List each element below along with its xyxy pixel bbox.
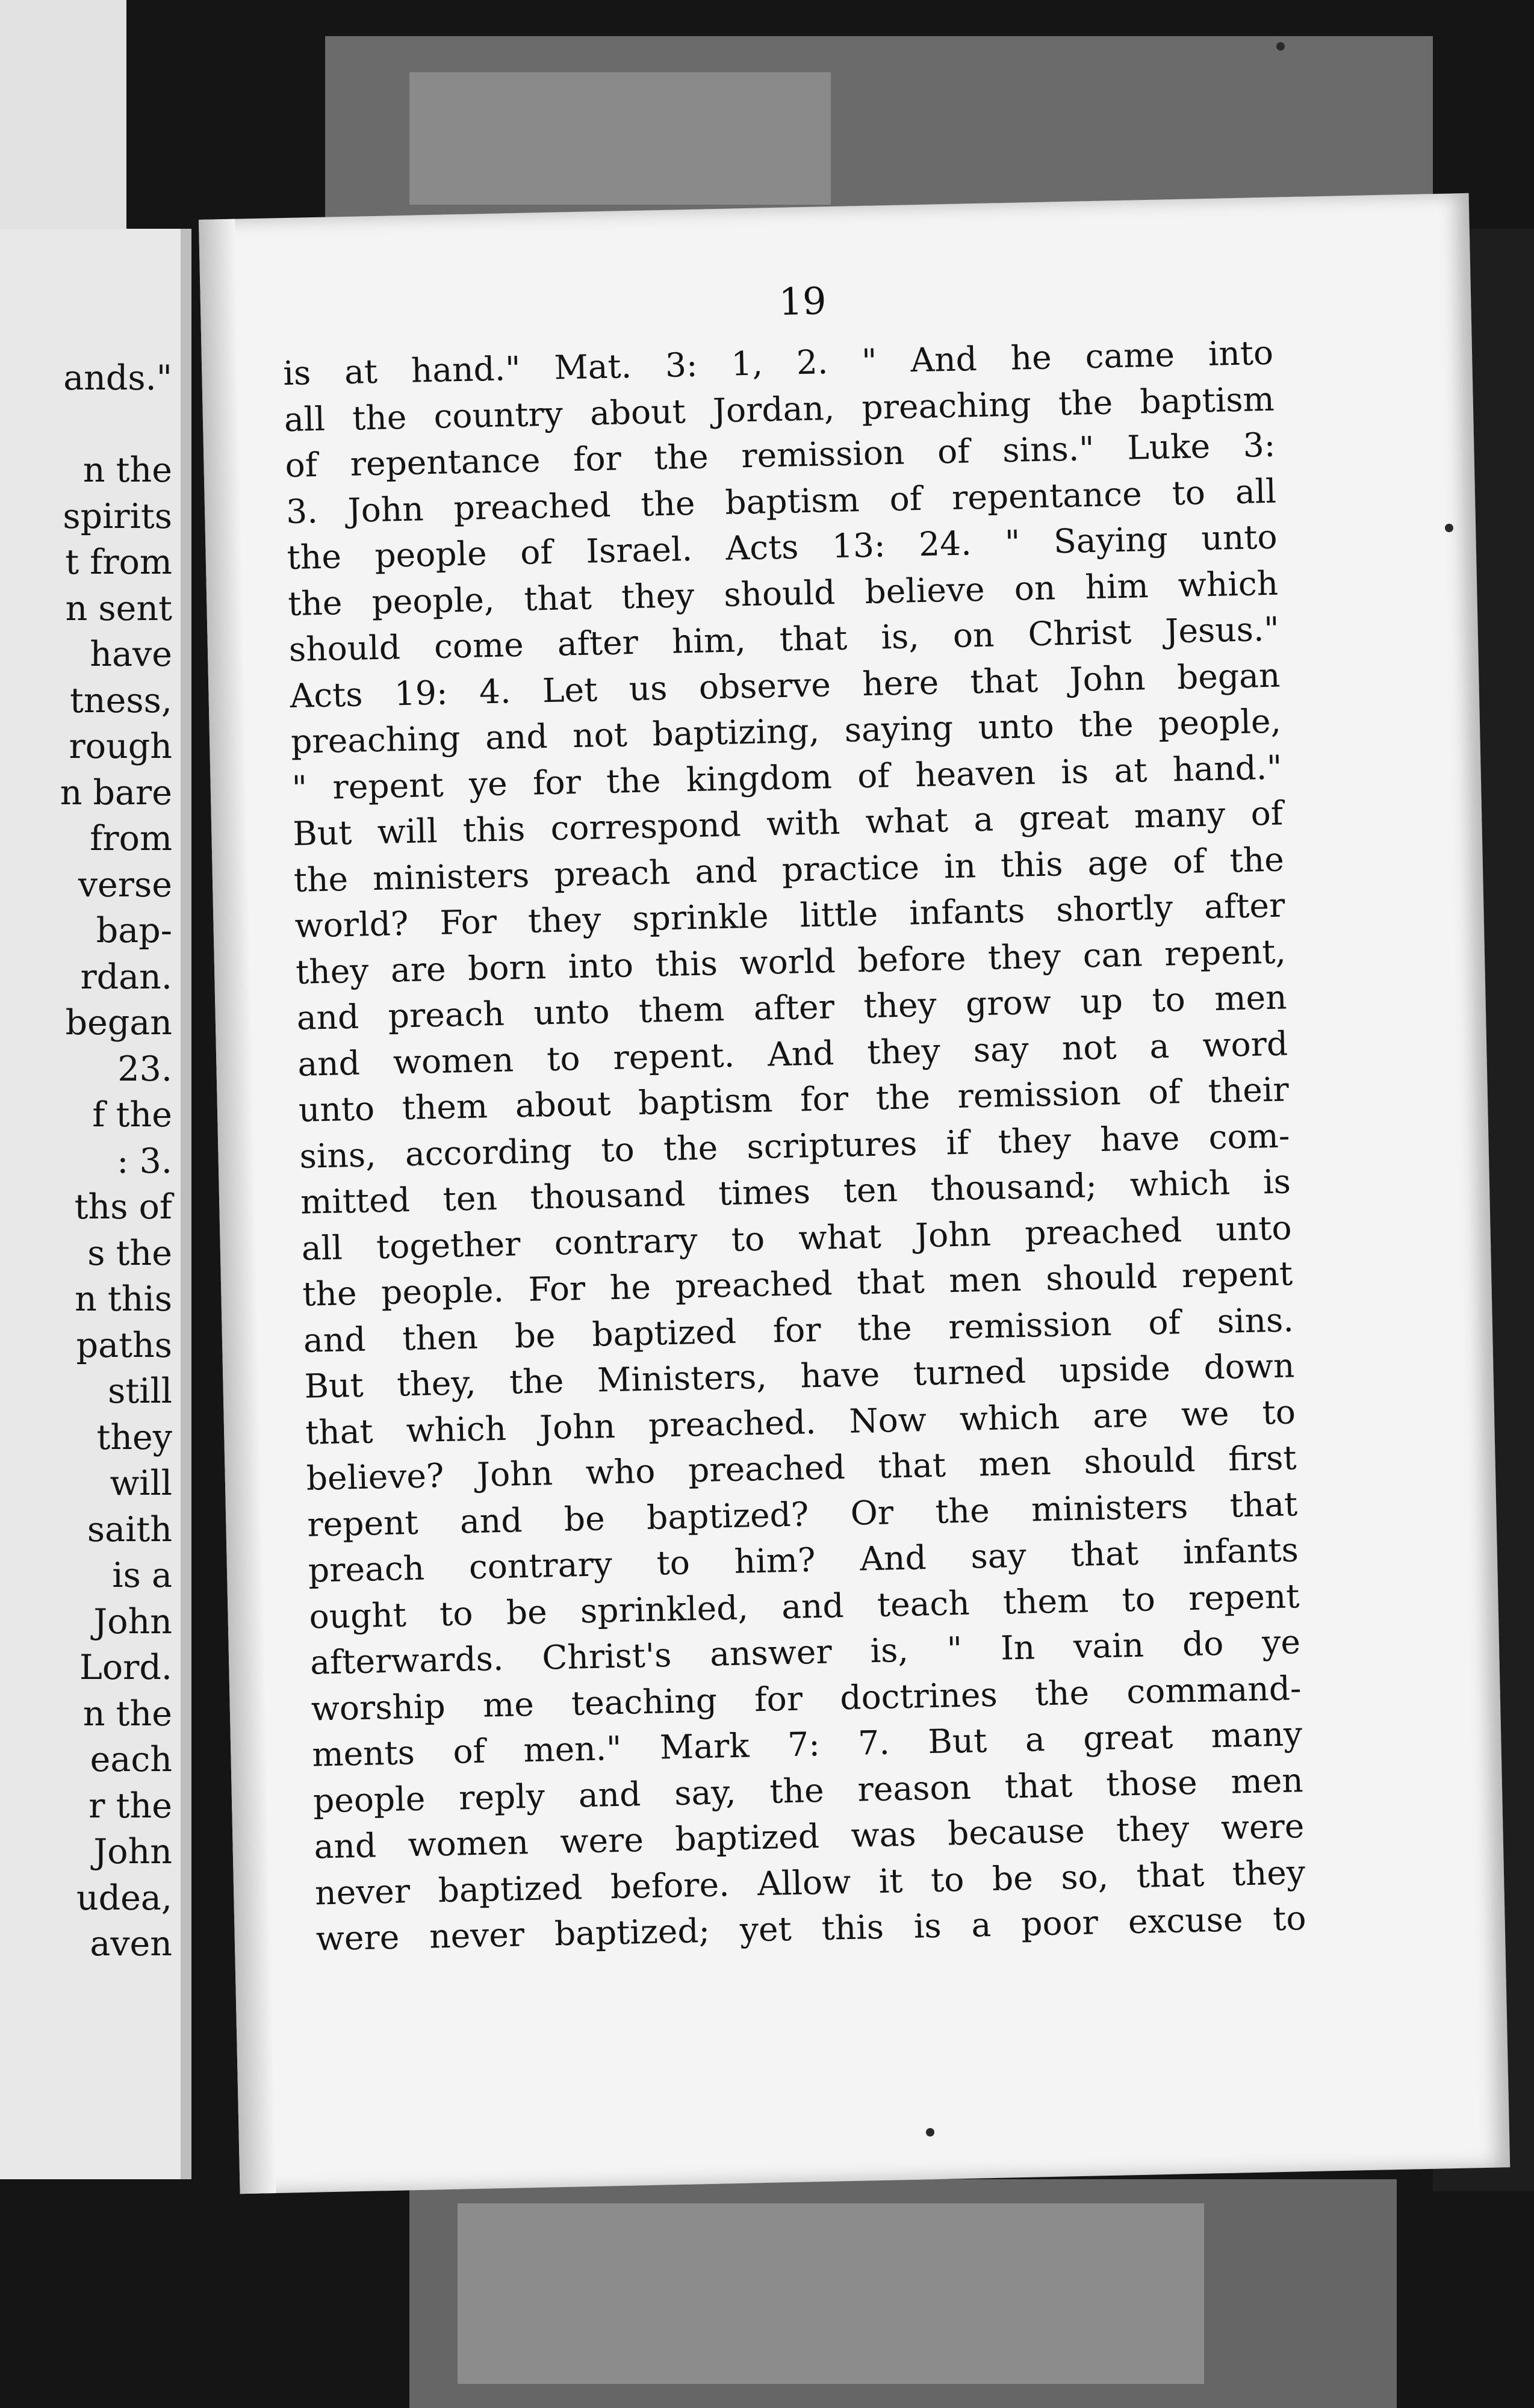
left-page-line: bap- xyxy=(96,911,172,951)
left-page xyxy=(0,229,191,2179)
left-page-line: rdan. xyxy=(80,957,172,997)
text-line: is at hand." Mat. 3: 1, 2. " And he came into xyxy=(282,333,1274,393)
left-page-line: n the xyxy=(82,1693,172,1734)
left-page-top-edge xyxy=(0,0,126,229)
dust-speck xyxy=(926,2128,934,2136)
backdrop-bottom-light xyxy=(458,2203,1204,2384)
text-line: the people. For he preached that men should repent xyxy=(302,1254,1293,1314)
text-line: of repentance for the remission of sins." Luke 3: xyxy=(284,425,1276,485)
left-page-line: n sent xyxy=(65,588,172,628)
text-line: and preach unto them after they grow up to men xyxy=(296,978,1288,1037)
text-line: world? For they sprinkle little infants shortly after xyxy=(294,886,1285,945)
text-line: ought to be sprinkled, and teach them to repent xyxy=(308,1576,1300,1636)
text-line: the ministers preach and practice in this age of the xyxy=(293,839,1285,899)
backdrop-top-light xyxy=(409,72,831,205)
text-line: 3. John preached the baptism of repentance to all xyxy=(285,471,1277,531)
left-page-line: each xyxy=(90,1740,172,1780)
left-page-line: saith xyxy=(87,1509,172,1550)
text-line: all together contrary to what John preached unto xyxy=(301,1208,1293,1268)
left-page-line: still xyxy=(108,1371,172,1411)
text-line: and women were baptized was because they were xyxy=(313,1807,1305,1866)
left-page-line: r the xyxy=(88,1786,172,1826)
text-line: all the country about Jordan, preaching the baptism xyxy=(284,379,1275,439)
text-line: and then be baptized for the remission of sins. xyxy=(303,1300,1294,1360)
left-page-line: tness, xyxy=(70,680,172,721)
text-line: people reply and say, the reason that those men xyxy=(312,1760,1304,1820)
page-number: 19 xyxy=(778,279,827,324)
left-page-line: they xyxy=(96,1417,172,1457)
left-page-line: t from xyxy=(65,542,172,582)
left-page-line: from xyxy=(90,819,172,858)
text-line: believe? John who preached that men should first xyxy=(306,1438,1297,1498)
page-body-text xyxy=(283,330,1307,1962)
text-line: should come after him, that is, on Christ Jesus." xyxy=(288,609,1280,669)
text-line: repent and be baptized? Or the ministers that xyxy=(306,1484,1298,1544)
left-page-line: will xyxy=(110,1463,172,1503)
text-line: Acts 19: 4. Let us observe here that John began xyxy=(289,656,1281,715)
text-line: the people, that they should believe on him which xyxy=(287,563,1279,623)
text-line: worship me teaching for doctrines the command- xyxy=(311,1668,1302,1728)
text-line: preaching and not baptizing, saying unto the people, xyxy=(290,701,1282,761)
left-page-line: verse xyxy=(78,864,172,905)
text-line: mitted ten thousand times ten thousand; which is xyxy=(300,1162,1291,1221)
dust-speck xyxy=(1276,42,1285,51)
left-page-line: John xyxy=(93,1832,172,1872)
text-line: the people of Israel. Acts 13: 24. " Saying unto xyxy=(287,517,1278,577)
text-line: never baptized before. Allow it to be so, that they xyxy=(314,1852,1306,1913)
page-gutter xyxy=(199,219,276,2194)
text-line: ments of men." Mark 7: 7. But a great many xyxy=(311,1714,1303,1774)
left-page-line: paths xyxy=(76,1325,172,1365)
left-page-line: John xyxy=(93,1601,172,1642)
left-page-line: n the xyxy=(82,450,172,490)
left-page-line: aven xyxy=(90,1924,172,1964)
text-line: and women to repent. And they say not a word xyxy=(297,1023,1288,1084)
left-page-line: ands." xyxy=(63,358,172,398)
text-line: were never baptized; yet this is a poor excuse to xyxy=(315,1899,1307,1958)
text-line: that which John preached. Now which are we to xyxy=(305,1392,1296,1452)
text-line: " repent ye for the kingdom of heaven is at hand." xyxy=(291,748,1283,807)
text-line: unto them about baptism for the remission of their xyxy=(298,1070,1290,1129)
left-page-line: rough xyxy=(69,727,172,766)
right-page xyxy=(199,193,1510,2194)
text-line: preach contrary to him? And say that infants xyxy=(308,1530,1299,1590)
left-page-line: have xyxy=(90,635,172,674)
text-line: they are born into this world before they can repent, xyxy=(295,931,1287,991)
left-page-line: : 3. xyxy=(117,1141,172,1181)
left-page-line: spirits xyxy=(63,496,172,536)
left-page-line: f the xyxy=(92,1095,172,1135)
text-line: sins, according to the scriptures if they have com- xyxy=(299,1116,1290,1176)
text-line: But they, the Ministers, have turned upside down xyxy=(303,1346,1295,1406)
text-line: But will this correspond with what a great many of xyxy=(292,793,1284,853)
text-line: afterwards. Christ's answer is, " In vain do ye xyxy=(309,1622,1301,1682)
left-page-line: Lord. xyxy=(79,1648,172,1687)
left-page-line: s the xyxy=(87,1233,172,1273)
left-page-line: began xyxy=(65,1003,172,1043)
left-page-line: udea, xyxy=(76,1878,172,1918)
left-page-line xyxy=(60,402,172,448)
left-page-line: ths of xyxy=(74,1187,172,1227)
dust-speck xyxy=(1445,524,1453,532)
left-page-line: 23. xyxy=(117,1049,172,1089)
left-page-line: n this xyxy=(75,1279,172,1319)
left-page-text xyxy=(60,355,172,1967)
left-page-line: n bare xyxy=(60,772,172,813)
left-page-line: is a xyxy=(112,1556,172,1595)
